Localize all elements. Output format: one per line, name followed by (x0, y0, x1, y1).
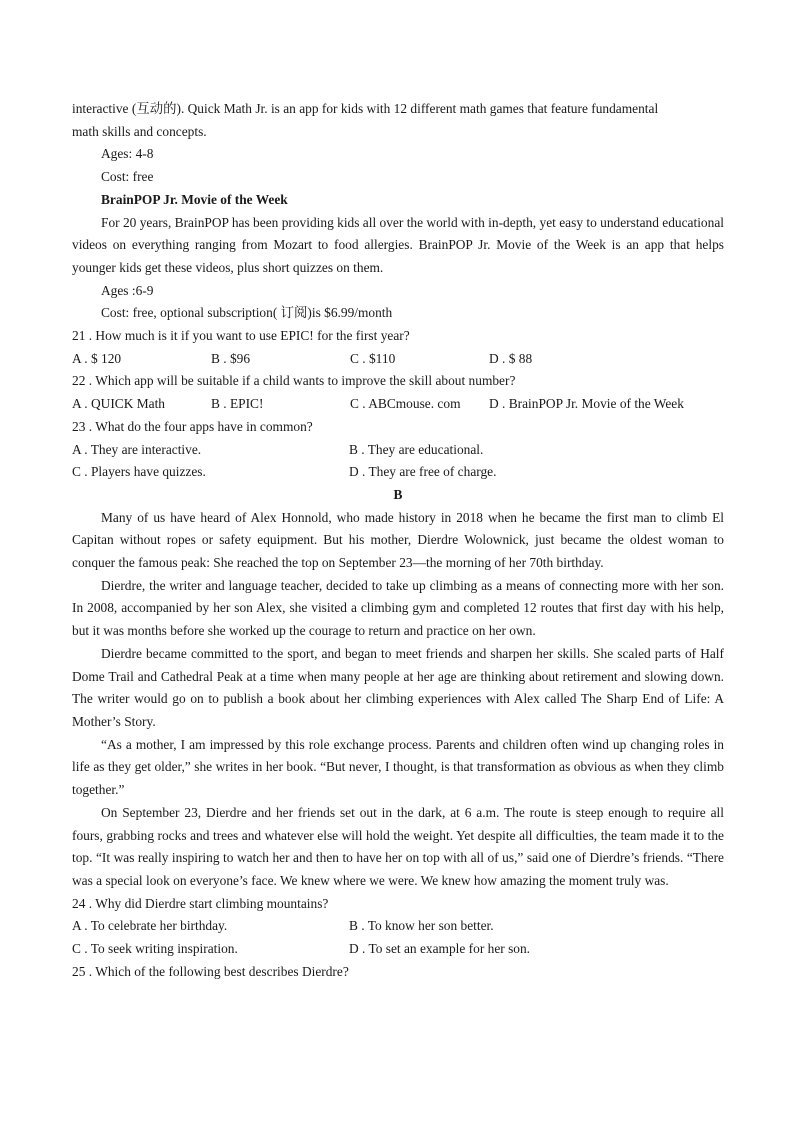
option-d: D . $ 88 (489, 350, 533, 366)
passage-paragraph: Dierdre, the writer and language teacher, decided to take up climbing as a means of connecting more with her son. In 2008, accompanied by her son Alex, she visited a climbing gym and completed 12 routes that first day with his help, but it was months before she worked up the courage to return and practice on her own. (72, 577, 724, 639)
option-d: D . BrainPOP Jr. Movie of the Week (489, 396, 684, 412)
brainpop-title: BrainPOP Jr. Movie of the Week (101, 191, 288, 207)
option-d: D . They are free of charge. (349, 464, 497, 480)
intro-line-2: math skills and concepts. (72, 123, 207, 139)
answer-options-row-2 (72, 461, 724, 484)
option-c: C . $110 (350, 350, 396, 366)
intro-line-1: interactive (互动的). Quick Math Jr. is an app for kids with 12 different math games that feature fundamental (72, 101, 659, 116)
option-c: C . To seek writing inspiration. (72, 941, 238, 957)
answer-options (72, 393, 724, 416)
option-c: C . ABCmouse. com (350, 396, 461, 412)
quick-math-cost: Cost: free (101, 169, 154, 185)
brainpop-description: For 20 years, BrainPOP has been providing kids all over the world with in-depth, yet easy to understand educational videos on everything ranging from Mozart to food allergies. BrainPOP Jr. Movie of the Week is an app that helps younger kids get these videos, plus short quizzes on them. (72, 214, 724, 275)
question-stem: 23 . What do the four apps have in common? (72, 418, 313, 434)
passage-paragraph: Dierdre became committed to the sport, and began to meet friends and sharpen her skills. She scaled parts of Half Dome Trail and Cathedral Peak at a time when many people at her age are thinking about retirement and slowing down. The writer would go on to publish a book about her climbing experiences with Alex called The Sharp End of Life: A Mother’s Story. (72, 645, 724, 729)
page-content (72, 98, 724, 983)
brainpop-cost: Cost: free, optional subscription( 订阅)is $6.99/month (101, 305, 393, 321)
question-stem: 22 . Which app will be suitable if a child wants to improve the skill about number? (72, 373, 516, 389)
question-stem: 21 . How much is it if you want to use EPIC! for the first year? (72, 328, 410, 344)
option-c: C . Players have quizzes. (72, 464, 206, 480)
option-a: A . $ 120 (72, 350, 122, 366)
quick-math-ages: Ages: 4-8 (101, 146, 154, 162)
option-b: B . $96 (211, 350, 251, 366)
question-stem: 25 . Which of the following best describes Dierdre? (72, 963, 349, 979)
option-b: B . To know her son better. (349, 918, 494, 934)
question-stem: 24 . Why did Dierdre start climbing mountains? (72, 895, 329, 911)
brainpop-ages: Ages :6-9 (101, 282, 154, 298)
answer-options-row-1 (72, 439, 724, 462)
answer-options-row-2 (72, 938, 724, 961)
section-b-heading: B (393, 486, 403, 502)
answer-options-row-1 (72, 915, 724, 938)
option-b: B . EPIC! (211, 396, 264, 412)
passage-paragraph: Many of us have heard of Alex Honnold, who made history in 2018 when he became the first man to climb El Capitan without ropes or safety equipment. But his mother, Dierdre Wolownick, just became the oldest woman to conquer the famous peak: She reached the top on September 23—the morning of her 70th birthday. (72, 509, 724, 571)
passage-paragraph: On September 23, Dierdre and her friends set out in the dark, at 6 a.m. The route is steep enough to require all fours, grabbing rocks and trees and whatever else will hold the weight. Yet despite all difficulties, the team made it to the top. “It was really inspiring to watch her and then to have her on top with all of us,” said one of Dierdre’s friends. “There was a special look on everyone’s face. We knew where we were. We knew how amazing the moment truly was. (72, 804, 724, 888)
answer-options (72, 348, 724, 371)
option-b: B . They are educational. (349, 441, 484, 457)
option-a: A . QUICK Math (72, 396, 165, 412)
questions-section-a (72, 325, 724, 484)
passage-paragraph: “As a mother, I am impressed by this role exchange process. Parents and children often wind up changing roles in life as they get older,” she writes in her book. “But never, I thought, is that transformation as obvious as when they climb together.” (72, 736, 724, 798)
option-a: A . They are interactive. (72, 441, 202, 457)
questions-section-b (72, 893, 724, 984)
option-d: D . To set an example for her son. (349, 941, 531, 957)
passage-b (72, 507, 724, 893)
option-a: A . To celebrate her birthday. (72, 918, 228, 934)
